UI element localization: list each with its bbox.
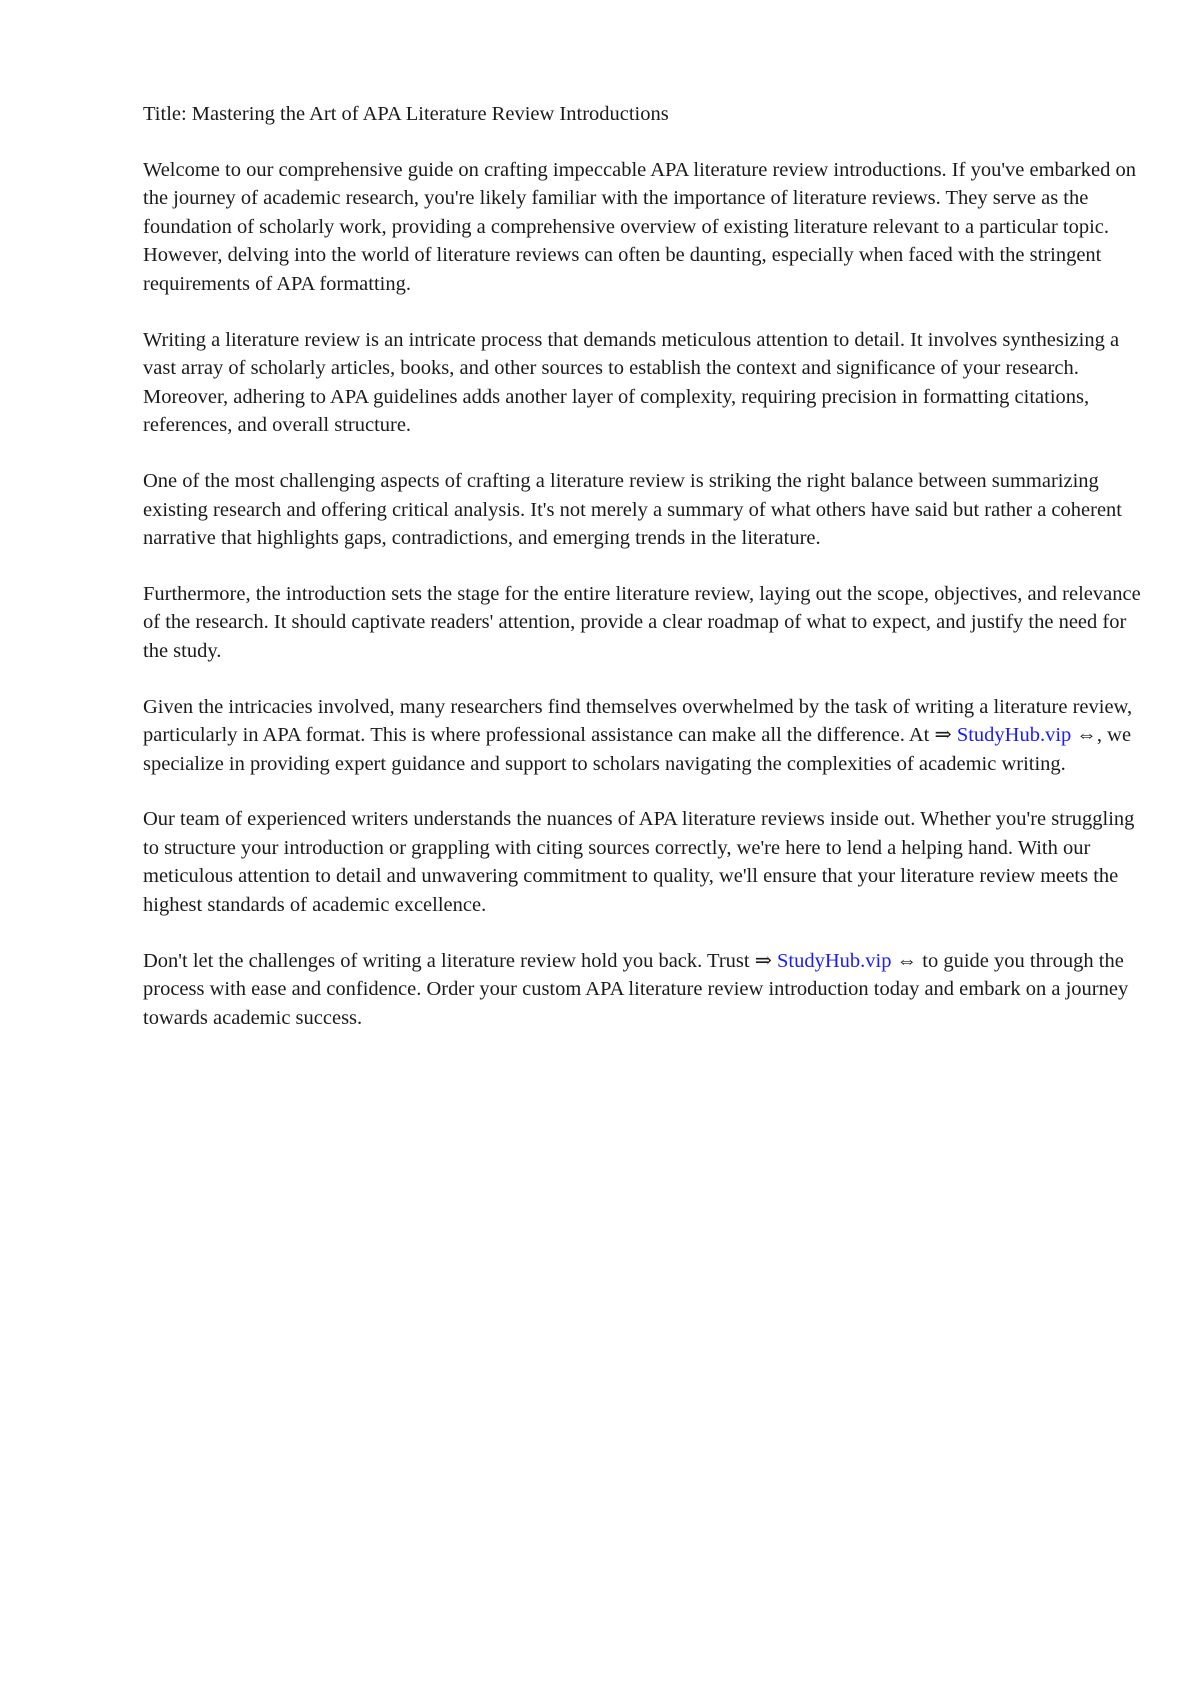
paragraph-challenges: One of the most challenging aspects of crafting a literature review is striking the right balance between summarizing existing research and offering critical analysis. It's not merely a summary of what others have said but rather a coherent narrative that highlights gaps, contradictions, and emerging trends in the literature. [143,469,1122,550]
document-title: Title: Mastering the Art of APA Literature Review Introductions [143,103,669,125]
paragraph-text: ⇔, we specialize in providing expert guidance and support to scholars navigating the complexities of academic writing. [143,724,1132,775]
paragraph-intro: Welcome to our comprehensive guide on crafting impeccable APA literature review introductions. If you've embarked on the journey of academic research, you're likely familiar with the importance of literature reviews. They serve as the foundation of scholarly work, providing a comprehensive overview of existing literature relevant to a particular topic. However, delving into the world of literature reviews can often be daunting, especially when faced with the stringent requirements of APA formatting. [143,158,1136,295]
paragraph-writing-process: Writing a literature review is an intricate process that demands meticulous attention to detail. It involves synthesizing a vast array of scholarly articles, books, and other sources to establish the context and significance of your research. Moreover, adhering to APA guidelines adds another layer of complexity, requiring precision in formatting citations, references, and overall structure. [143,328,1120,437]
paragraph-professional-help [143,693,1143,779]
document-page [143,100,1143,1059]
paragraph-text: ⇔ to guide you through the process with ease and confidence. Order your custom APA literature review introduction today and embark on a journey towards academic success. [143,949,1129,1029]
paragraph-call-to-action [143,947,1143,1033]
paragraph-text: Don't let the challenges of writing a literature review hold you back. Trust ⇒ [143,949,778,972]
paragraph-introduction-role: Furthermore, the introduction sets the stage for the entire literature review, laying out the scope, objectives, and relevance of the research. It should captivate readers' attention, provide a clear roadmap of what to expect, and justify the need for the study. [143,582,1141,662]
studyhub-link[interactable]: StudyHub.vip [777,949,892,972]
studyhub-link[interactable]: StudyHub.vip [956,724,1072,747]
paragraph-text: Given the intricacies involved, many researchers find themselves overwhelmed by the task of writing a literature review, particularly in APA format. This is where professional assistance can make all the difference. At ⇒ [143,695,1133,747]
paragraph-team: Our team of experienced writers understands the nuances of APA literature reviews inside out. Whether you're struggling to structure your introduction or grappling with citing sources correctly, we're here to lend a helping hand. With our meticulous attention to detail and unwavering commitment to quality, we'll ensure that your literature review meets the highest standards of academic excellence. [143,808,1135,917]
